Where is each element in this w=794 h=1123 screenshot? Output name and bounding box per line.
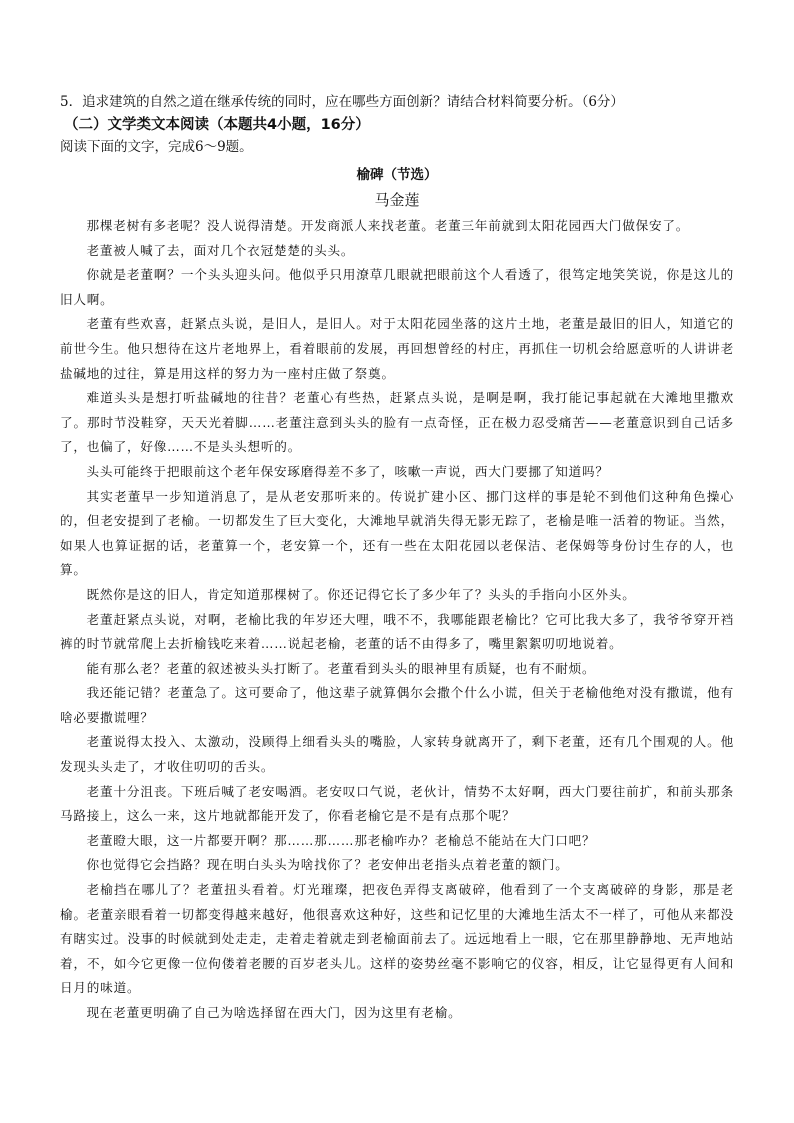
story-paragraph: 老董赶紧点头说，对啊，老榆比我的年岁还大哩，哦不不，我哪能跟老榆比？它可比我大多了，我爷爷穿开裆裤的时节就常爬上去折榆钱吃来着……说起老榆，老董的话不由得多了，嘴里絮絮叨叨地说着。 bbox=[60, 611, 734, 652]
story-paragraph: 老董说得太投入、太激动，没顾得上细看头头的嘴脸，人家转身就离开了，剩下老董，还有几个围观的人。他发现头头走了，才收住叨叨的舌头。 bbox=[60, 734, 734, 775]
story-paragraph: 头头可能终于把眼前这个老年保安琢磨得差不多了，咳嗽一声说，西大门要挪了知道吗？ bbox=[86, 463, 609, 479]
story-paragraph: 老董有些欢喜，赶紧点头说，是旧人，是旧人。对于太阳花园坐落的这片土地，老董是最旧的旧人，知道它的前世今生。他只想待在这片老地界上，看着眼前的发展，再回想曾经的村庄，再抓住一切机会给愿意听的人讲讲老盐碱地的过往，算是用这样的努力为一座村庄做了祭奠。 bbox=[60, 316, 734, 381]
story-paragraph: 你就是老董啊？一个头头迎头问。他似乎只用潦草几眼就把眼前这个人看透了，很笃定地笑笑说，你是这儿的旧人啊。 bbox=[60, 267, 734, 307]
question-5: 5．追求建筑的自然之道在继承传统的同时，应在哪些方面创新？请结合材料简要分析。（6分） bbox=[60, 94, 624, 110]
story-paragraph: 那棵老树有多老呢？没人说得清楚。开发商派人来找老董。老董三年前就到太阳花园西大门做保安了。 bbox=[86, 218, 690, 233]
story-paragraph: 老董十分沮丧。下班后喊了老安喝酒。老安叹口气说，老伙计，情势不太好啊，西大门要往前扩，和前头那条马路接上，这么一来，这片地就都能开发了，你看老榆它是不是有点那个呢？ bbox=[60, 783, 734, 824]
story-author: 马金莲 bbox=[374, 191, 420, 209]
story-paragraph: 难道头头是想打听盐碱地的往昔？老董心有些热，赶紧点头说，是啊是啊，我打能记事起就在大滩地里撒欢了。那时节没鞋穿，天天光着脚……老董注意到头头的脸有一点奇怪，正在极力忍受痛苦——老董意识到自己话多了，也偏了，好像……不是头头想听的。 bbox=[60, 390, 734, 455]
story-paragraph: 既然你是这的旧人，肯定知道那棵树了。你还记得它长了多少年了？头头的手指向小区外头。 bbox=[86, 586, 636, 602]
story-body bbox=[60, 214, 734, 1026]
story-paragraph: 老董被人喊了去，面对几个衣冠楚楚的头头。 bbox=[86, 242, 355, 258]
story-paragraph: 现在老董更明确了自己为啥选择留在西大门，因为这里有老榆。 bbox=[86, 1005, 462, 1020]
story-paragraph: 我还能记错？老董急了。这可要命了，他这辈子就算偶尔会撒个什么小谎，但关于老榆他绝对没有撒谎，他有啥必要撒谎哩？ bbox=[60, 685, 734, 725]
story-paragraph: 其实老董早一步知道消息了，是从老安那听来的。传说扩建小区、挪门这样的事是轮不到他们这种角色操心的，但老安提到了老榆。一切都发生了巨大变化，大滩地早就消失得无影无踪了，老榆是唯一活着的物证。当然，如果人也算证据的话，老董算一个，老安算一个，还有一些在太阳花园以老保洁、老保姆等身份讨生存的人，也算。 bbox=[60, 488, 734, 578]
section-heading: （二）文学类文本阅读（本题共4小题，16分） bbox=[64, 117, 370, 133]
story-paragraph: 能有那么老？老董的叙述被头头打断了。老董看到头头的眼神里有质疑，也有不耐烦。 bbox=[86, 660, 596, 676]
story-paragraph: 老榆挡在哪儿了？老董扭头看着。灯光璀璨，把夜色弄得支离破碎，他看到了一个支离破碎的身影，那是老榆。老董亲眼看着一切都变得越来越好，他很喜欢这种好，这些和记忆里的大滩地生活太不一样了，可他从来都没有瞎实过。没事的时候就到处走走，走着走着就走到老榆面前去了。远远地看上一眼，它在那里静静地、无声地站着，不，如今它更像一位佝偻着老腰的百岁老头儿。这样的姿势丝毫不影响它的仪容，相反，让它显得更有人间和日月的味道。 bbox=[60, 882, 734, 996]
reading-instruction: 阅读下面的文字，完成6～9题。 bbox=[60, 139, 253, 155]
story-paragraph: 老董瞪大眼，这一片都要开啊？那……那……那老榆咋办？老榆总不能站在大门口吧？ bbox=[86, 832, 596, 848]
story-paragraph: 你也觉得它会挡路？现在明白头头为啥找你了？老安伸出老指头点着老董的额门。 bbox=[86, 857, 569, 873]
story-title: 榆碑（节选） bbox=[356, 167, 438, 183]
